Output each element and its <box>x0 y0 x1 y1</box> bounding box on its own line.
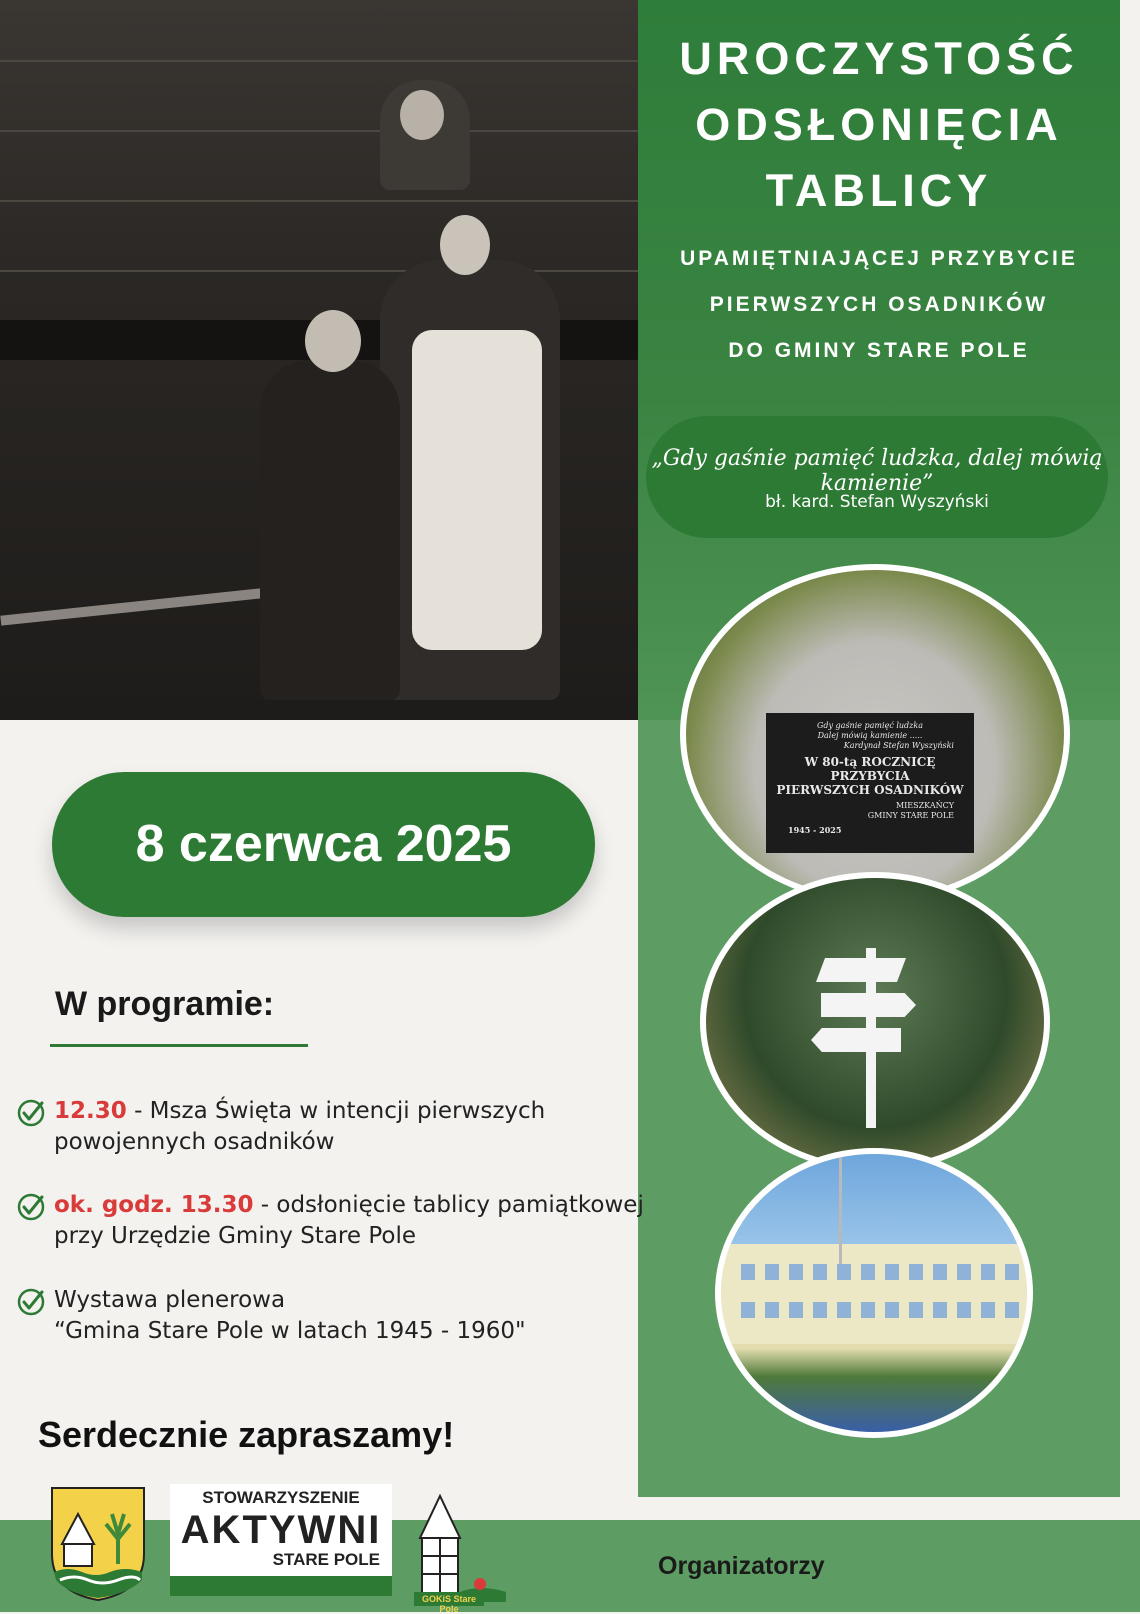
municipal-office-photo <box>715 1148 1033 1438</box>
face <box>400 90 444 140</box>
program-text: powojennych osadników <box>54 1129 335 1155</box>
event-subtitle <box>638 236 1120 374</box>
check-icon <box>16 1098 46 1128</box>
plaque-text: Kardynał Stefan Wyszyński <box>843 741 954 750</box>
signpost-photo <box>700 872 1050 1172</box>
program-text: Wystawa plenerowa <box>54 1287 286 1313</box>
plaque-text: GMINY STARE POLE <box>867 811 954 820</box>
plaque-text: Dalej mówią kamienie ..... <box>817 731 923 740</box>
aktywni-stare-pole-logo <box>170 1484 392 1596</box>
building-windows <box>741 1264 1021 1280</box>
gmina-coat-of-arms-logo <box>48 1484 148 1604</box>
quote-author: bł. kard. Stefan Wyszyński <box>765 492 989 512</box>
title-line: TABLICY <box>765 165 993 216</box>
building <box>721 1244 1033 1344</box>
program-text: “Gmina Stare Pole w latach 1945 - 1960" <box>54 1318 526 1344</box>
subtitle-line: DO GMINY STARE POLE <box>728 339 1030 362</box>
logo-text: STOWARZYSZENIE <box>202 1488 360 1507</box>
logo-text: AKTYWNI <box>180 1508 382 1552</box>
program-time: ok. godz. 13.30 <box>54 1192 254 1218</box>
plaque-text: W 80-tą ROCZNICĘ <box>804 755 936 769</box>
program-item <box>54 1285 654 1347</box>
wagon-plank <box>0 60 640 62</box>
program-underline <box>50 1044 308 1047</box>
event-date: 8 czerwca 2025 <box>52 772 595 917</box>
sign-arrow <box>811 1028 901 1052</box>
check-icon <box>16 1287 46 1317</box>
wagon-plank <box>0 200 640 202</box>
event-title <box>638 26 1120 224</box>
logo-text: STARE POLE <box>272 1550 380 1569</box>
subtitle-line: UPAMIĘTNIAJĄCEJ PRZYBYCIE <box>680 247 1078 270</box>
plaque-years: 1945 - 2025 <box>788 825 842 835</box>
building-windows <box>741 1302 1021 1318</box>
program-text: - odsłonięcie tablicy pamiątkowej <box>253 1192 644 1218</box>
title-line: UROCZYSTOŚĆ <box>679 33 1079 84</box>
plaque-text: MIESZKAŃCY <box>895 801 954 810</box>
check-icon <box>16 1192 46 1222</box>
historic-photo <box>0 0 640 720</box>
boy-figure <box>260 360 400 700</box>
plaque-text: PRZYBYCIA <box>830 769 910 783</box>
program-text: przy Urzędzie Gminy Stare Pole <box>54 1223 416 1249</box>
subtitle-line: PIERWSZYCH OSADNIKÓW <box>709 293 1049 316</box>
gokis-logo-icon <box>410 1488 510 1608</box>
antenna-mast <box>839 1154 842 1264</box>
program-time: 12.30 <box>54 1098 127 1124</box>
invitation-text: Serdecznie zapraszamy! <box>38 1414 455 1455</box>
logo-wave <box>170 1576 392 1596</box>
program-item <box>54 1190 654 1252</box>
gokis-logo-text: GOKiS Stare Pole <box>421 1594 477 1614</box>
wagon-plank <box>0 270 640 272</box>
wagon-plank <box>0 130 640 132</box>
title-line: ODSŁONIĘCIA <box>695 99 1063 150</box>
face <box>440 215 490 275</box>
plaque-text: Gdy gaśnie pamięć ludzka <box>816 721 923 730</box>
memorial-stone-photo <box>680 564 1070 904</box>
organizers-label: Organizatorzy <box>658 1552 825 1580</box>
sign-arrow <box>816 958 906 982</box>
apron <box>412 330 542 650</box>
program-text: - Msza Święta w intencji pierwszych <box>126 1098 546 1124</box>
program-title: W programie: <box>55 985 275 1023</box>
plaque-text: PIERWSZYCH OSADNIKÓW <box>776 783 964 797</box>
face <box>305 310 361 372</box>
quote-box <box>646 416 1108 538</box>
memorial-plaque <box>766 713 974 853</box>
quote-text: „Gdy gaśnie pamięć ludzka, dalej mówią kamienie” <box>651 446 1103 496</box>
program-item <box>54 1096 654 1158</box>
rail <box>0 584 299 625</box>
sign-arrow <box>821 993 916 1017</box>
